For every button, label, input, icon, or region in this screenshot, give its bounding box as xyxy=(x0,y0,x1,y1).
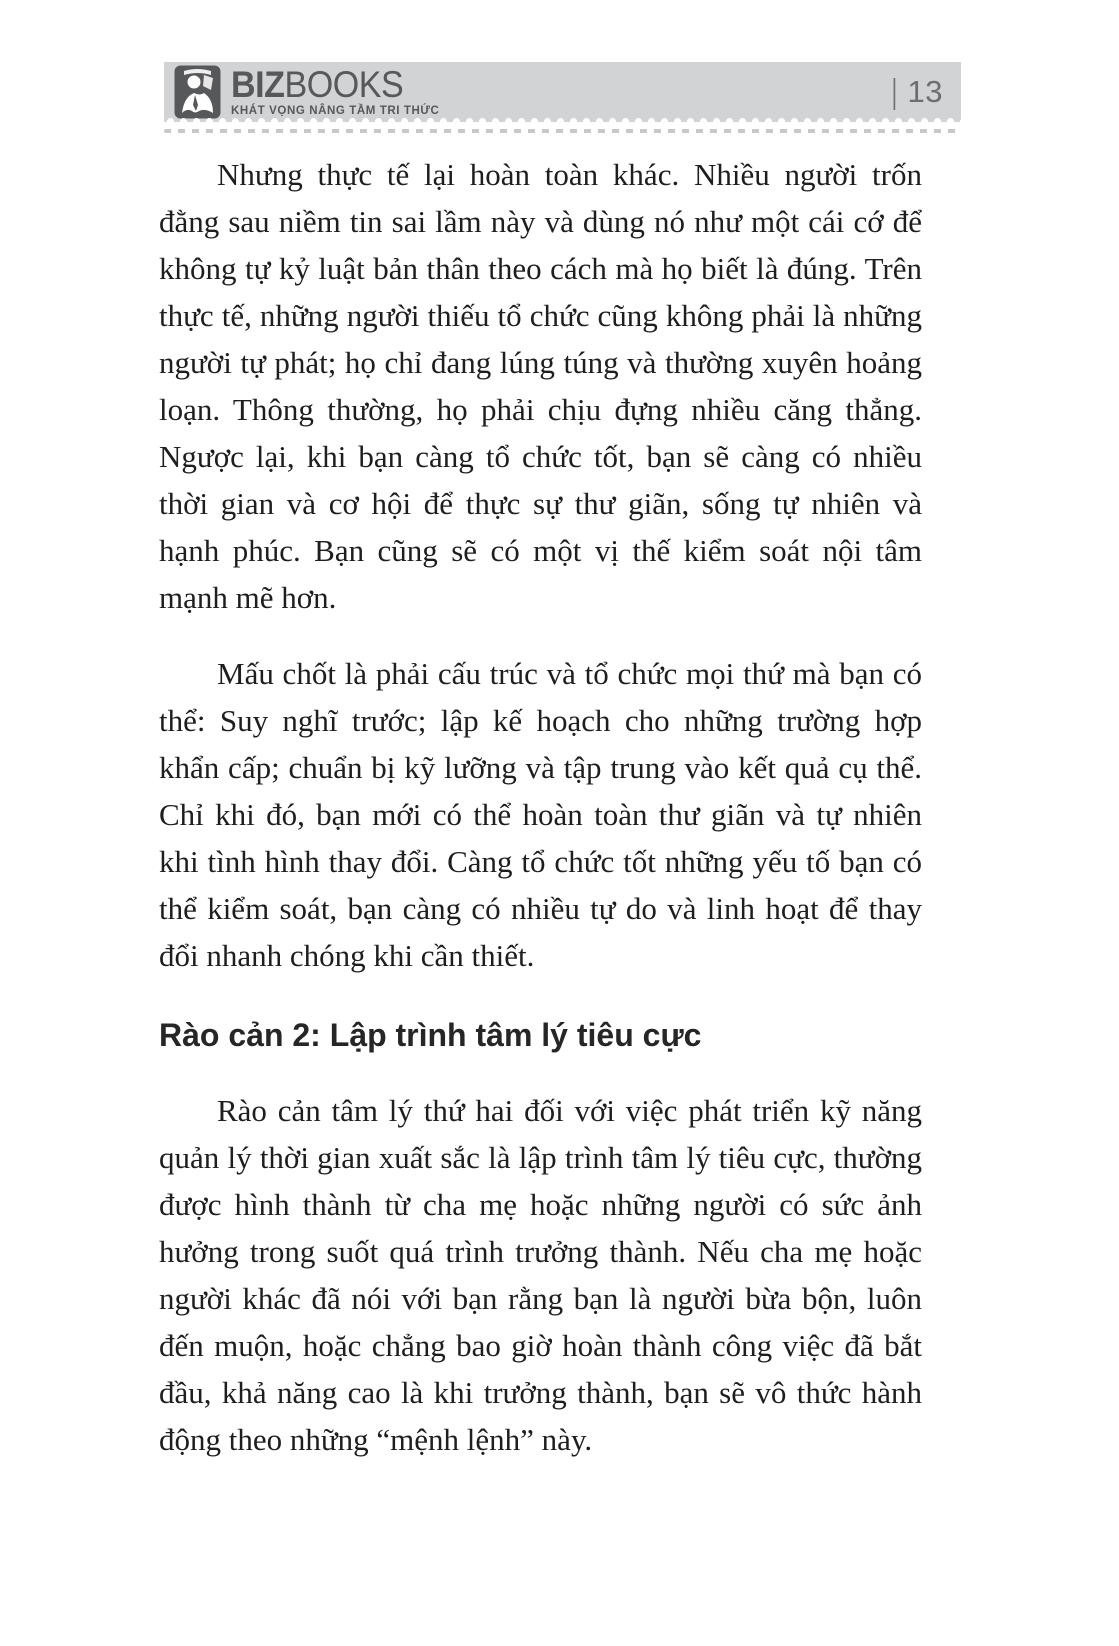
perforation-dotted-line xyxy=(164,129,961,133)
paragraph: Rào cản tâm lý thứ hai đối với việc phát triển kỹ năng quản lý thời gian xuất sắc là lập trình tâm lý tiêu cực, thường được hình thành từ cha mẹ hoặc những người có sức ảnh hưởng trong suốt quá trình trưởng thành. Nếu cha mẹ hoặc người khác đã nói với bạn rằng bạn là người bừa bộn, luôn đến muộn, hoặc chẳng bao giờ hoàn thành công việc đã bắt đầu, khả năng cao là khi trưởng thành, bạn sẽ vô thức hành động theo những “mệnh lệnh” này. xyxy=(159,1093,922,1457)
paragraph: Nhưng thực tế lại hoàn toàn khác. Nhiều người trốn đằng sau niềm tin sai lầm này và dùng nó như một cái cớ để không tự kỷ luật bản thân theo cách mà họ biết là đúng. Trên thực tế, những người thiếu tổ chức cũng không phải là những người tự phát; họ chỉ đang lúng túng và thường xuyên hoảng loạn. Thông thường, họ phải chịu đựng nhiều căng thẳng. Ngược lại, khi bạn càng tổ chức tốt, bạn sẽ càng có nhiều thời gian và cơ hội để thực sự thư giãn, sống tự nhiên và hạnh phúc. Bạn cũng sẽ có một vị thế kiểm soát nội tâm mạnh mẽ hơn. xyxy=(159,157,922,615)
bizbooks-figure-icon xyxy=(174,65,221,119)
page-number-separator: | xyxy=(891,73,897,111)
header-band xyxy=(164,62,961,122)
section-heading-barrier-2: Rào cản 2: Lập trình tâm lý tiêu cực xyxy=(159,1017,702,1053)
page-content xyxy=(159,151,922,1463)
brand-biz: BIZ xyxy=(231,63,285,105)
brand-tagline: KHÁT VỌNG NÂNG TẦM TRI THỨC xyxy=(231,104,440,117)
page-number: 13 xyxy=(907,74,943,109)
logo-text-column xyxy=(231,63,440,117)
page-number-indicator xyxy=(890,75,943,109)
bizbooks-logo xyxy=(174,65,439,119)
brand-books: BOOKS xyxy=(284,63,404,105)
paragraph: Mấu chốt là phải cấu trúc và tổ chức mọi thứ mà bạn có thể: Suy nghĩ trước; lập kế hoạch cho những trường hợp khẩn cấp; chuẩn bị kỹ lưỡng và tập trung vào kết quả cụ thể. Chỉ khi đó, bạn mới có thể hoàn toàn thư giãn và tự nhiên khi tình hình thay đổi. Càng tổ chức tốt những yếu tố bạn có thể kiểm soát, bạn càng có nhiều tự do và linh hoạt để thay đổi nhanh chóng khi cần thiết. xyxy=(159,656,922,973)
brand-name xyxy=(231,63,423,105)
